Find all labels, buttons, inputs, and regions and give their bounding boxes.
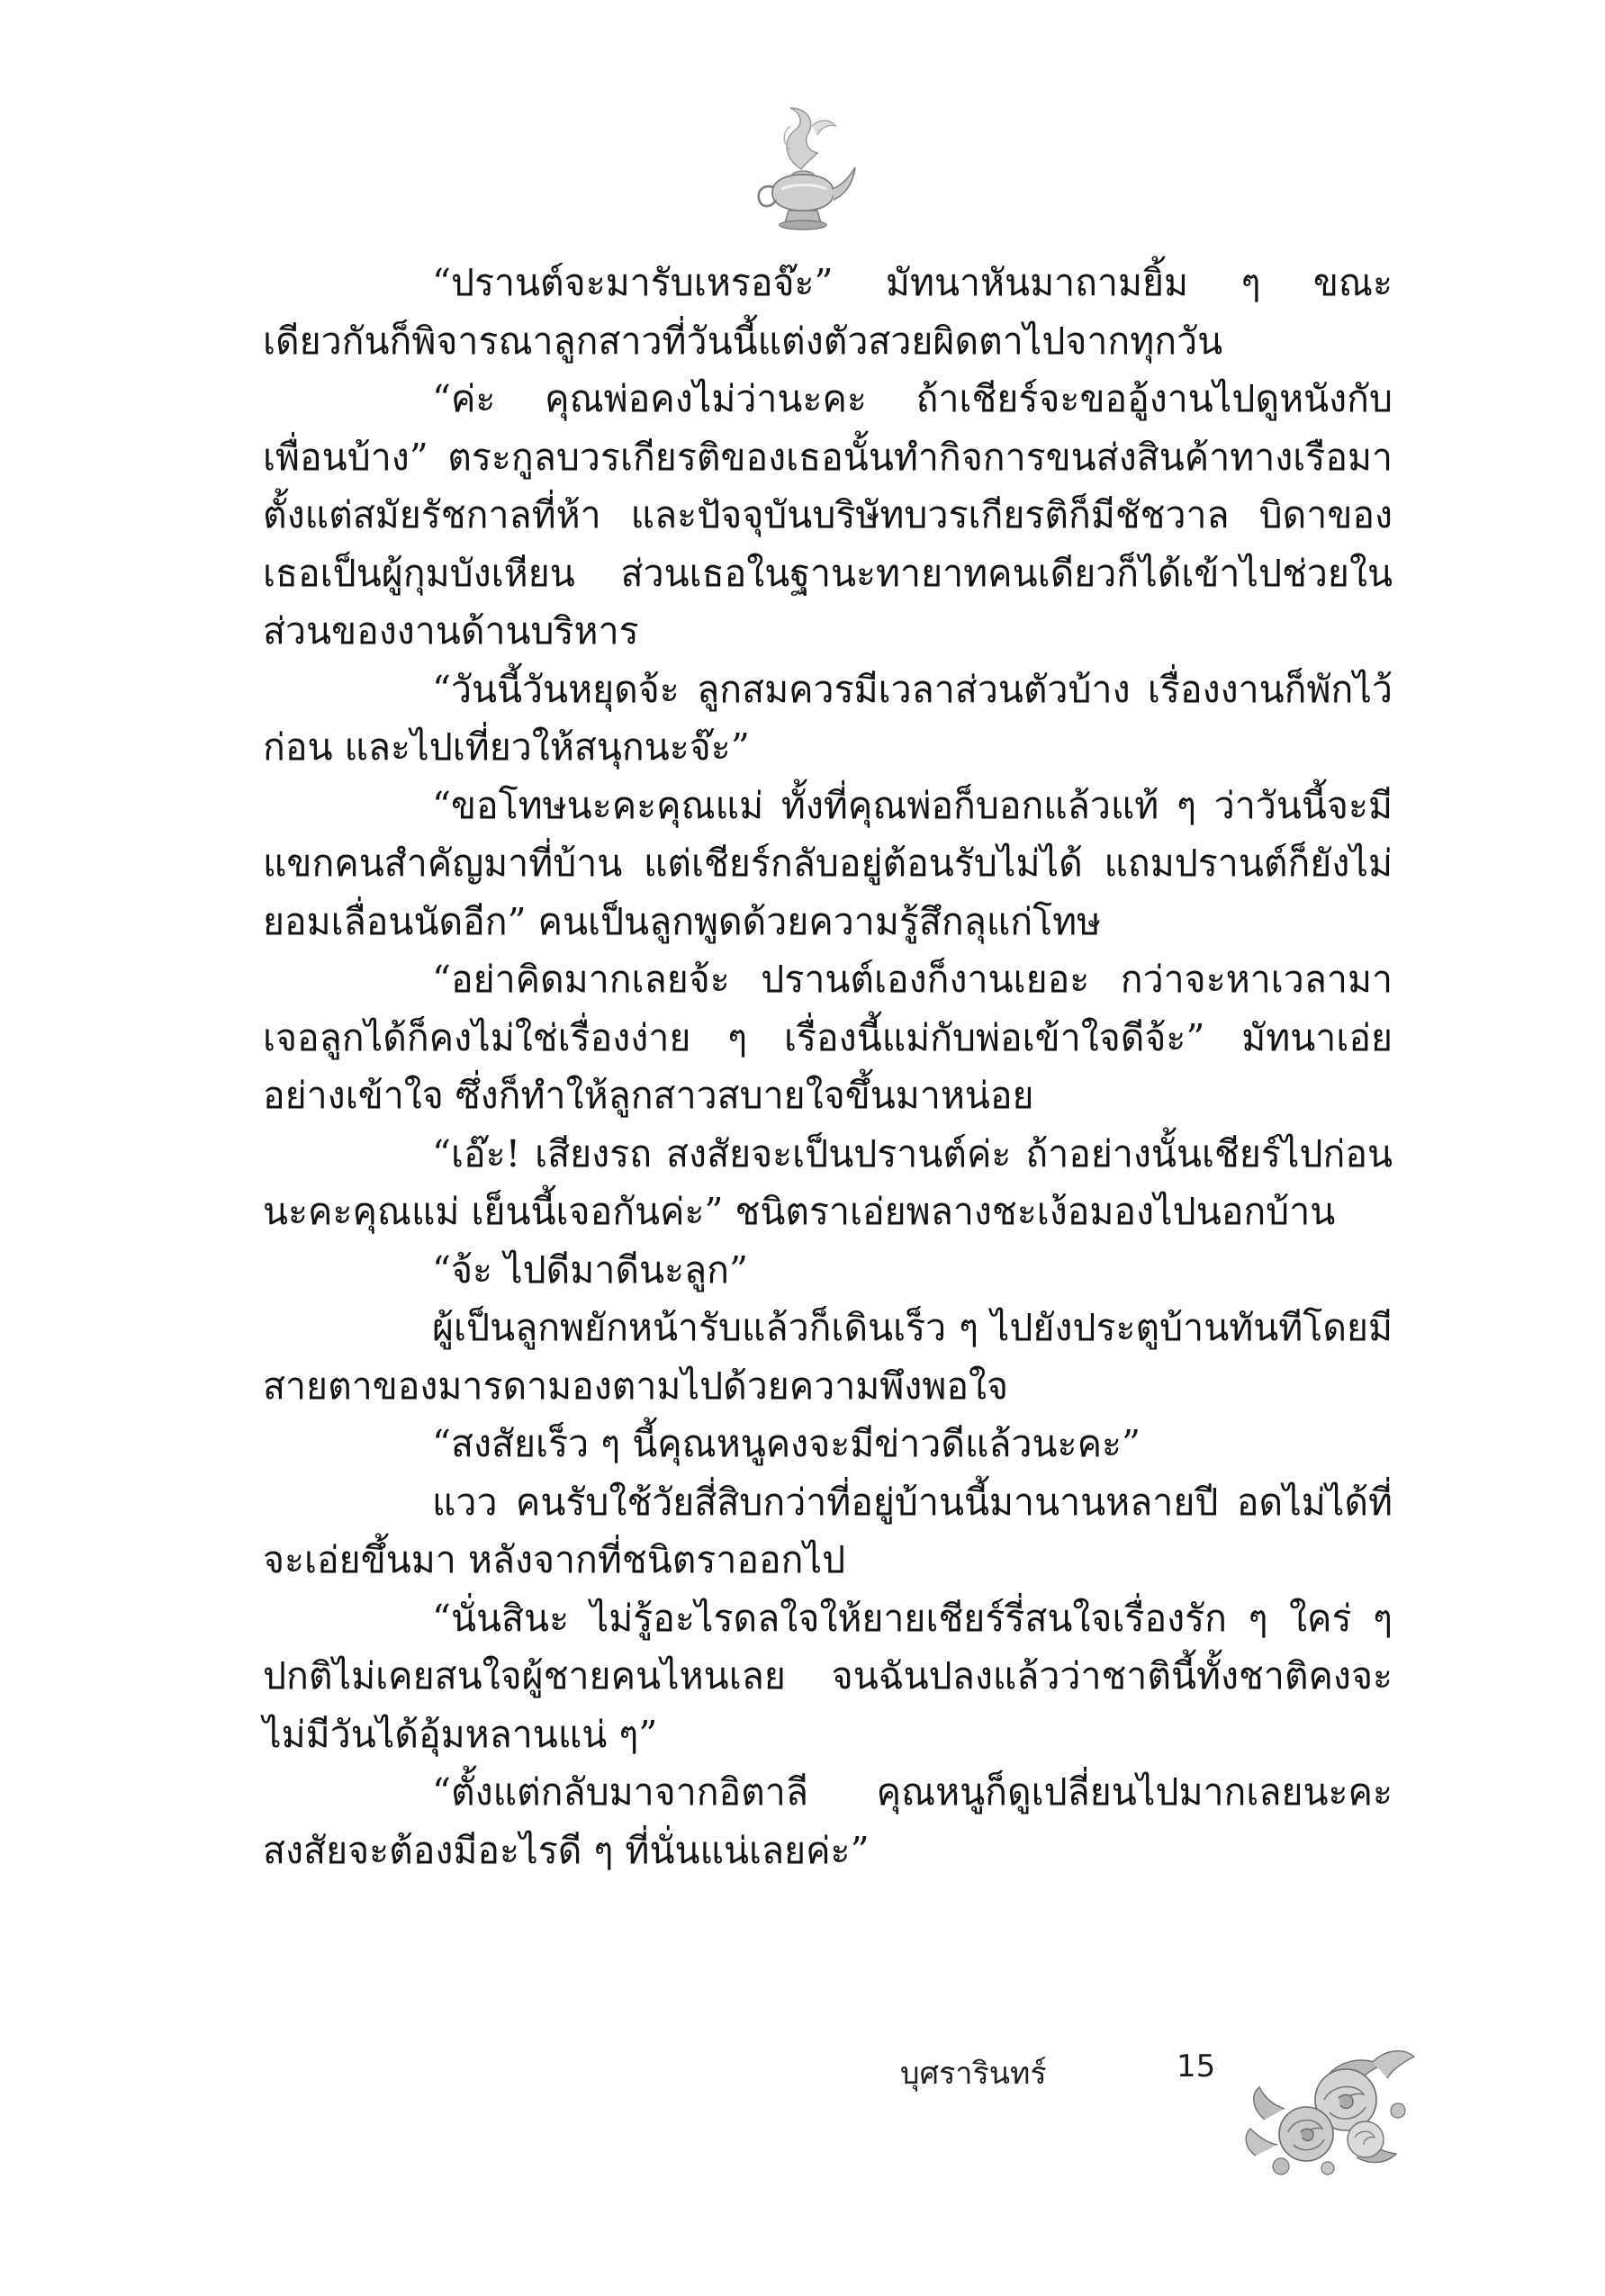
paragraph: “วันนี้วันหยุดจ้ะ ลูกสมควรมีเวลาส่วนตัวบ้าง เรื่องงานก็พักไว้ก่อน และไปเที่ยวให้สนุกนะจ๊ะ” [263, 667, 1393, 769]
page-footer [900, 2048, 1260, 2102]
paragraph: ผู้เป็นลูกพยักหน้ารับแล้วก็เดินเร็ว ๆ ไปยังประตูบ้านทันทีโดยมีสายตาของมารดามองตามไปด้วยความพึงพอใจ [263, 1306, 1393, 1408]
paragraph: “นั่นสินะ ไม่รู้อะไรดลใจให้ยายเชียร์รี่สนใจเรื่องรัก ๆ ใคร่ ๆ ปกติไม่เคยสนใจผู้ชายคนไหนเลย จนฉันปลงแล้วว่าชาตินี้ทั้งชาติคงจะไม่มีวันได้อุ้มหลานแน่ ๆ” [263, 1596, 1393, 1756]
paragraph: “ปรานต์จะมารับเหรอจ๊ะ” มัทนาหันมาถามยิ้ม ๆ ขณะเดียวกันก็พิจารณาลูกสาวที่วันนี้แต่งตัวสวยผิดตาไปจากทุกวัน [263, 261, 1393, 363]
paragraph: “สงสัยเร็ว ๆ นี้คุณหนูคงจะมีข่าวดีแล้วนะคะ” [432, 1422, 1141, 1465]
paragraph: แวว คนรับใช้วัยสี่สิบกว่าที่อยู่บ้านนี้มานานหลายปี อดไม่ได้ที่จะเอ่ยขึ้นมา หลังจากที่ชนิตราออกไป [263, 1480, 1393, 1581]
paragraph: “เอ๊ะ! เสียงรถ สงสัยจะเป็นปรานต์ค่ะ ถ้าอย่างนั้นเชียร์ไปก่อนนะคะคุณแม่ เย็นนี้เจอกันค่ะ” ชนิตราเอ่ยพลางชะเง้อมองไปนอกบ้าน [263, 1131, 1393, 1233]
page-number: 15 [1177, 2048, 1216, 2084]
footer-author: บุศรารินทร์ [900, 2056, 1047, 2092]
paragraph: “ค่ะ คุณพ่อคงไม่ว่านะคะ ถ้าเชียร์จะขออู้งานไปดูหนังกับเพื่อนบ้าง” ตระกูลบวรเกียรติของเธอนั้นทำกิจการขนส่งสินค้าทางเรือมาตั้งแต่สมัยรัชกาลที่ห้า และปัจจุบันบริษัทบวรเกียรติก็มีชัชวาล บิดาของเธอเป็นผู้กุมบังเหียน ส่วนเธอในฐานะทายาทคนเดียวก็ได้เข้าไปช่วยในส่วนของงานด้านบริหาร [263, 377, 1393, 653]
genie-lamp-icon [749, 99, 857, 252]
rose-bouquet-icon [1238, 2030, 1418, 2183]
body-text [263, 254, 1393, 1879]
paragraph: “อย่าคิดมากเลยจ้ะ ปรานต์เองก็งานเยอะ กว่าจะหาเวลามาเจอลูกได้ก็คงไม่ใช่เรื่องง่าย ๆ เรื่องนี้แม่กับพ่อเข้าใจดีจ้ะ” มัทนาเอ่ยอย่างเข้าใจ ซึ่งก็ทำให้ลูกสาวสบายใจขึ้นมาหน่อย [263, 958, 1393, 1117]
paragraph: “จ้ะ ไปดีมาดีนะลูก” [432, 1247, 748, 1292]
paragraph: “ขอโทษนะคะคุณแม่ ทั้งที่คุณพ่อก็บอกแล้วแท้ ๆ ว่าวันนี้จะมีแขกคนสำคัญมาที่บ้าน แต่เชียร์กลับอยู่ต้อนรับไม่ได้ แถมปรานต์ก็ยังไม่ยอมเลื่อนนัดอีก” คนเป็นลูกพูดด้วยความรู้สึกลุแก่โทษ [263, 783, 1393, 943]
paragraph: “ตั้งแต่กลับมาจากอิตาลี คุณหนูก็ดูเปลี่ยนไปมากเลยนะคะ สงสัยจะต้องมีอะไรดี ๆ ที่นั่นแน่เลยค่ะ” [263, 1770, 1393, 1872]
